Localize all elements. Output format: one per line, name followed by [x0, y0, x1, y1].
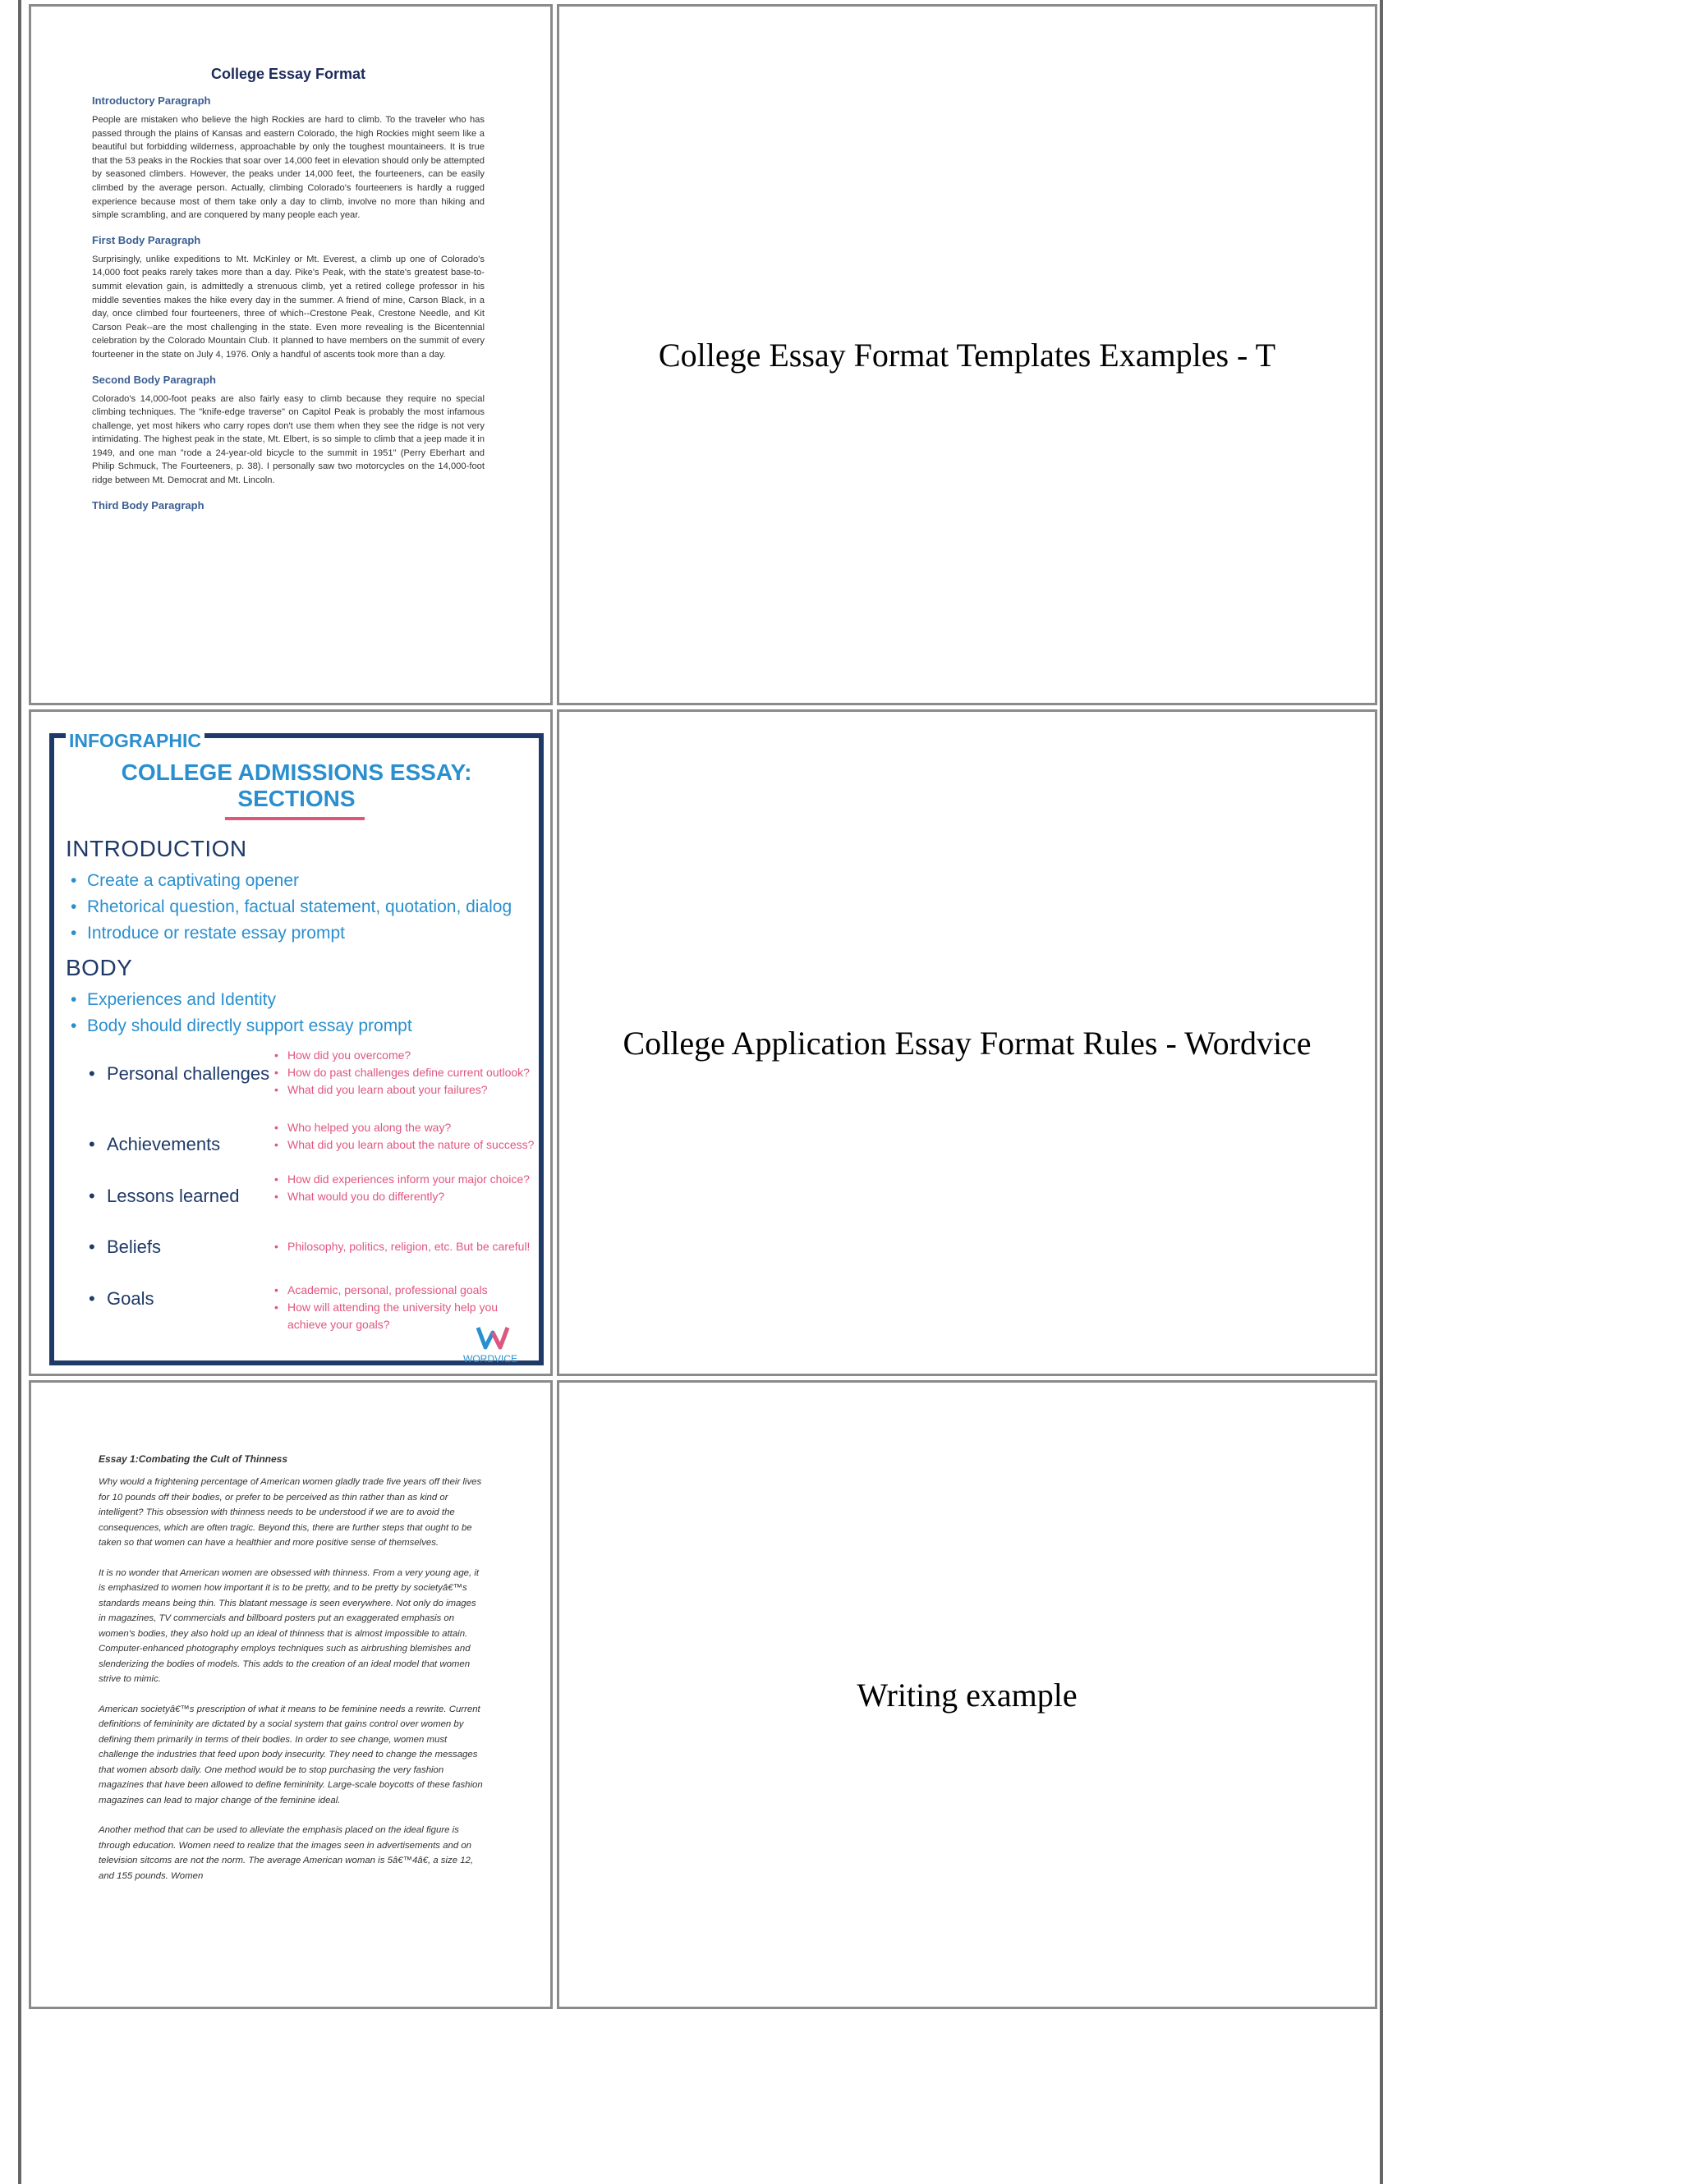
- section-heading: First Body Paragraph: [92, 233, 201, 246]
- topic-label: • Personal challenges: [107, 1063, 269, 1085]
- essay-document-preview: [99, 1453, 485, 1898]
- essay-document-preview: [92, 66, 485, 518]
- infographic-title: COLLEGE ADMISSIONS ESSAY:: [121, 759, 472, 785]
- intro-item: • Create a captivating opener: [87, 871, 299, 891]
- topic-question: • How do past challenges define current outlook?: [287, 1064, 530, 1081]
- body-heading: BODY: [66, 955, 133, 980]
- topic-questions: [287, 1047, 530, 1099]
- topic-question: • What did you learn about the nature of success?: [287, 1136, 534, 1154]
- essay-paragraph: It is no wonder that American women are obsessed with thinness. From a very young age, it is emphasized to women how important it is to be pretty, and to be pretty by societyâ€™s standards means being thin. This blatant message is seen everywhere. Not only do images in magazines, TV commercials and billboard posters put an exaggerated emphasis on women's bodies, they also hold up an ideal of thinness that is almost impossible to attain. Computer-enhanced photography employs techniques such as airbrushing blemishes and slenderizing the bodies of models. This adds to the creation of an ideal model that women strive to mimic.: [99, 1567, 480, 1684]
- topic-questions: [287, 1119, 534, 1154]
- essay-paragraph: Why would a frightening percentage of American women gladly trade five years off their lives for 10 pounds off their bodies, or prefer to be perceived as thin rather than as kind or intelligent? This obsession with thinness needs to be understood if we are to avoid the consequences, which are often tragic. Beyond this, there are further steps that ought to be taken so that women can have a healthier and more positive sense of themselves.: [99, 1477, 482, 1548]
- topic-question: • Philosophy, politics, religion, etc. But be careful!: [287, 1238, 530, 1255]
- section-heading: Introductory Paragraph: [92, 94, 211, 107]
- topic-label: • Beliefs: [107, 1237, 161, 1258]
- infographic-subtitle: SECTIONS: [237, 786, 356, 811]
- essay-paragraph: American societyâ€™s prescription of what it means to be feminine needs a rewrite. Current definitions of femininity are dictated by a social system that gains control over women by defining them primarily in terms of their bodies. In order to see change, women must challenge the industries that feed upon body insecurity. They need to change the messages that women absorb daily. One method would be to stop purchasing the very fashion magazines that have been allowed to define femininity. Large-scale boycotts of these fashion magazines can lead to major change of the feminine ideal.: [99, 1704, 483, 1805]
- result-caption-link[interactable]: College Essay Format Templates Examples - T: [557, 4, 1377, 705]
- intro-heading: INTRODUCTION: [66, 836, 247, 861]
- topic-questions: [287, 1282, 498, 1333]
- title-underline: [225, 817, 365, 820]
- result-caption-link[interactable]: Writing example: [557, 1380, 1377, 2009]
- body-item: • Experiences and Identity: [87, 990, 276, 1010]
- result-caption-link[interactable]: College Application Essay Format Rules - Wordvice: [557, 709, 1377, 1376]
- wordvice-brand: WORDVICE: [463, 1353, 517, 1365]
- intro-item: • Rhetorical question, factual statement, quotation, dialog: [87, 897, 512, 917]
- body-item: • Body should directly support essay prompt: [87, 1016, 412, 1036]
- section-text: Colorado's 14,000-foot peaks are also fairly easy to climb because they require no special climbing techniques. The "knife-edge traverse" on Capitol Peak is probably the most infamous challenge, yet most hikers who carry ropes don't use them when they see the ridge is not very intimidating. The highest peak in the state, Mt. Elbert, is so simple to climb that a jeep made it in 1949, and one man "rode a 24-year-old bicycle to the summit in 1951" (Perry Eberhart and Philip Schmuck, The Fourteeners, p. 38). I personally saw two motorcycles on the 14,000-foot ridge between Mt. Democrat and Mt. Lincoln.: [92, 393, 485, 486]
- topic-question: • How did you overcome?: [287, 1047, 530, 1064]
- topic-label: • Lessons learned: [107, 1186, 239, 1207]
- result-row: [29, 709, 1377, 1376]
- infographic: [49, 730, 544, 1370]
- section-text: Surprisingly, unlike expeditions to Mt. McKinley or Mt. Everest, a climb up one of Colorado's 14,000 foot peaks rarely takes more than a day. Pike's Peak, with the state's greatest base-to-summit elevation gain, is admittedly a strenuous climb, yet a retired college professor in his middle seventies makes the hike every day in the summer. A friend of mine, Carson Black, in a day, once climbed four fourteeners, three of which--Crestone Peak, Crestone Needle, and Kit Carson Peak--are the most challenging in the state. Even more revealing is the Bicentennial celebration by the Colorado Mountain Club. It planned to have members on the summit of every fourteener in the state on July 4, 1976. Only a handful of ascents took more than a day.: [92, 254, 485, 360]
- topic-question: • How did experiences inform your major choice?: [287, 1171, 530, 1188]
- result-thumbnail-college-essay-format[interactable]: [29, 4, 553, 705]
- topic-question: • What would you do differently?: [287, 1188, 530, 1205]
- infographic-tag: INFOGRAPHIC: [66, 728, 205, 753]
- topic-question: • Academic, personal, professional goals: [287, 1282, 498, 1299]
- topic-questions: [287, 1171, 530, 1205]
- topic-question: achieve your goals?: [287, 1318, 390, 1331]
- topic-questions: [287, 1238, 530, 1255]
- topic-question: • What did you learn about your failures?: [287, 1081, 530, 1099]
- section-text: People are mistaken who believe the high Rockies are hard to climb. To the traveler who has passed through the plains of Kansas and eastern Colorado, the high Rockies might seem like a beautiful but forbidding wilderness, approachable by only the toughest mountaineers. It is true that the 53 peaks in the Rockies that soar over 14,000 feet in elevation should only be attempted by seasoned climbers. However, the peaks under 14,000 feet, the fourteeners, can be easily climbed by the average person. Actually, climbing Colorado's fourteeners is hardly a rugged experience because most of them take only a day to climb, involve no more than hiking and simple scrambling, and are conquered by many people each year.: [92, 115, 485, 221]
- result-row: [29, 1380, 1377, 2009]
- result-row: [29, 4, 1377, 705]
- result-thumbnail-writing-example[interactable]: [29, 1380, 553, 2009]
- result-thumbnail-wordvice-infographic[interactable]: [29, 709, 553, 1376]
- topic-question: • How will attending the university help you: [287, 1299, 498, 1316]
- image-results-table: [25, 0, 1381, 2013]
- topic-question: • Who helped you along the way?: [287, 1119, 534, 1136]
- intro-item: • Introduce or restate essay prompt: [87, 924, 345, 943]
- essay-paragraph: Another method that can be used to alleviate the emphasis placed on the ideal figure is through education. Women need to realize that the images seen in advertisements and on television sitcoms are not the norm. The average American woman is 5â€™4â€, a size 12, and 155 pounds. Women: [99, 1825, 474, 1881]
- section-heading: Third Body Paragraph: [92, 498, 205, 512]
- topic-label: • Achievements: [107, 1134, 220, 1155]
- topic-label: • Goals: [107, 1288, 154, 1310]
- section-heading: Second Body Paragraph: [92, 373, 216, 386]
- essay-title: Essay 1:Combating the Cult of Thinness: [99, 1453, 288, 1465]
- document-title: College Essay Format: [210, 66, 366, 82]
- wordvice-logo-icon: [475, 1323, 511, 1352]
